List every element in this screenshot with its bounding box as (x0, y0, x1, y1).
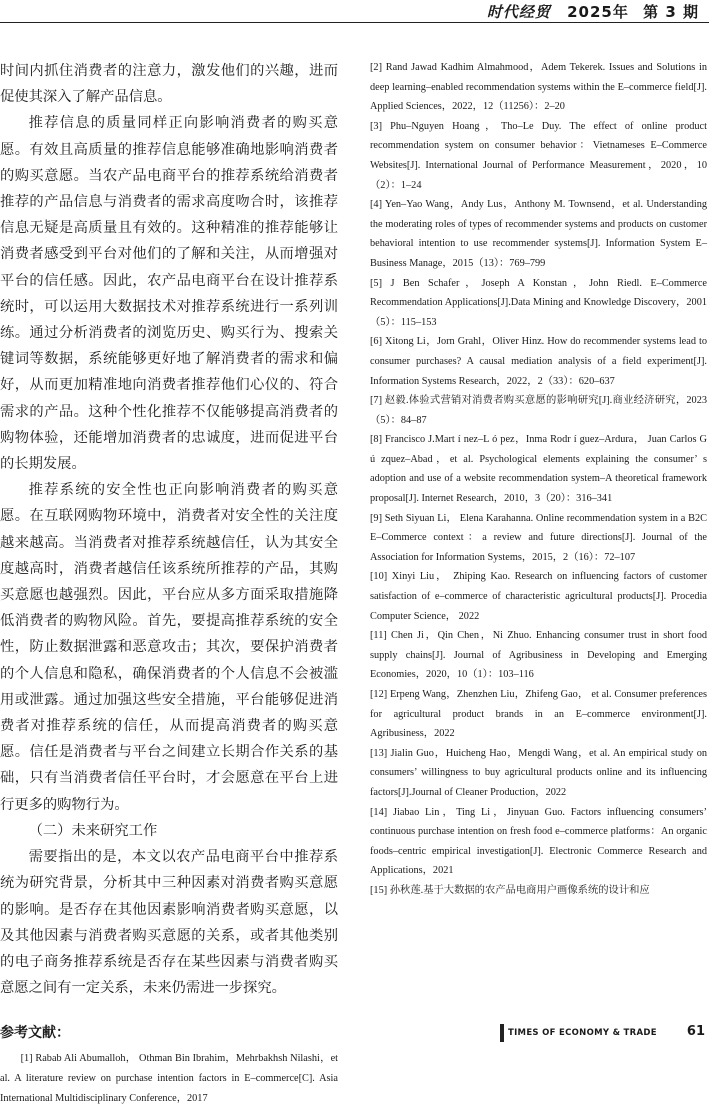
section-heading: （二）未来研究工作 (28, 822, 158, 839)
reference-item: [12] Erpeng Wang，Zhenzhen Liu，Zhifeng Gao， et al. Consumer preferences for agricultural product brands in an E–commerce environment[J]. Agribusiness，2022 (370, 689, 707, 740)
reference-item: [11] Chen Ji，Qin Chen，Ni Zhuo. Enhancing consumer trust in short food supply chains[J]. Journal of Agribusiness in Developing and Emerging Economies，2020，10（1）：103–116 (370, 630, 707, 681)
header-text (487, 1, 699, 22)
reference-item: [4] Yen–Yao Wang，Andy Lus，Anthony M. Townsend，et al. Understanding the moderating roles of types of recommender systems and products on customer behavioral intention to use recommender systems[J]. Information System E–Business Manage，2015（13）：769–799 (370, 199, 707, 269)
body-paragraph: 需要指出的是，本文以农产品电商平台中推荐系统为研究背景，分析其中三种因素对消费者购买意愿的影响。是否存在其他因素影响消费者购买意愿，以及其他因素与消费者购买意愿的关系，或者其他类别的电子商务推荐系统是否存在某些因素与消费者购买意愿之间有一定关系，未来仍需进一步探究。 (0, 849, 338, 997)
reference-item: [15] 孙秋莲.基于大数据的农产品电商用户画像系统的设计和应 (370, 884, 650, 896)
body-paragraph: 推荐信息的质量同样正向影响消费者的购买意愿。有效且高质量的推荐信息能够准确地影响消费者的购买意愿。当农产品电商平台的推荐系统给消费者推荐的产品信息与消费者的需求高度吻合时，该推荐信息无疑是高质量且有效的。这种精准的推荐能够让消费者感受到平台对他们的了解和关注，从而增强对平台的信任感。因此，农产品电商平台在设计推荐系统时，可以运用大数据技术对推荐系统进行一系列训练。通过分析消费者的浏览历史、购买行为、搜索关键词等数据，系统能够更好地了解消费者的需求和偏好，从而更加精准地向消费者推荐他们心仪的、符合需求的产品。这种个性化推荐不仅能够提高消费者的购物体验，还能增加消费者的忠诚度，进而促进平台的长期发展。 (0, 115, 338, 473)
page-number: 61 (686, 1024, 705, 1039)
reference-item: [5] J Ben Schafer，Joseph A Konstan，John Riedl. E–Commerce Recommendation Applications[J].Data Mining and Knowledge Discovery，2001（5）：115–153 (370, 277, 707, 328)
journal-brand: 时代经贸 (486, 3, 551, 21)
references-title: 参考文献： (0, 1025, 70, 1042)
body-paragraph: 推荐系统的安全性也正向影响消费者的购买意愿。在互联网购物环境中，消费者对安全性的关注度越来越高。当消费者对推荐系统越信任，认为其安全度越高时，消费者越信任该系统所推荐的产品，其购买意愿也越强烈。因此，平台应从多方面采取措施降低消费者的购物风险。首先，要提高推荐系统的安全性，防止数据泄露和恶意攻击；其次，要保护消费者的个人信息和隐私，确保消费者的个人信息不会被滥用或泄露。通过加强这些安全措施，平台能够促进消费者对推荐系统的信任，从而提高消费者的购买意愿。信任是消费者与平台之间建立长期合作关系的基础，只有当消费者信任平台时，才会愿意在平台上进行更多的购物行为。 (0, 482, 338, 813)
reference-item: [3] Phu–Nguyen Hoang，Tho–Le Duy. The effect of online product recommendation system on consumer behavior：Vietnameses E–Commerce Websites[J]. International Journal of Performance Measurement，2020，10（2）：1–24 (370, 120, 707, 191)
reference-item: [13] Jialin Guo，Huicheng Hao，Mengdi Wang，et al. An empirical study on consumers’ willingness to buy agricultural products online and its influencing factors[J].Journal of Cleaner Production，2022 (370, 747, 707, 798)
reference-item: [6] Xitong Li，Jorn Grahl，Oliver Hinz. How do recommender systems lead to consumer purchases? A causal mediation analysis of a field experiment[J]. Information Systems Research，2022，2（33）：620–637 (370, 336, 707, 387)
running-header (0, 0, 709, 23)
issue-number: 第 3 期 (643, 3, 699, 21)
footer-accent-bar (500, 1024, 504, 1042)
reference-item: [1] Rabab Ali Abumalloh， Othman Bin Ibrahim，Mehrbakhsh Nilashi，et al. A literature review on purchase intention factors in E–commerce[C]. Asia International Multidisciplinary Conference，2017 (0, 1053, 338, 1104)
footer-journal-name: TIMES OF ECONOMY & TRADE (508, 1028, 657, 1038)
reference-item: [9] Seth Siyuan Li， Elena Karahanna. Online recommendation system in a B2C E–Commerce context：a review and future directions[J]. Journal of the Association for Information Systems，2015，2（16）：72–107 (370, 512, 707, 563)
reference-list-left (0, 1049, 338, 1108)
reference-item: [2] Rand Jawad Kadhim Almahmood，Adem Tekerek. Issues and Solutions in deep learning–enabled recommendation systems within the E–commerce field[J]. Applied Sciences，2022，12（11256）：2–20 (370, 62, 707, 113)
reference-item: [8] Francisco J.Mart í nez–L ó pez，Inma Rodr í guez–Ardura， Juan Carlos G ú zquez–Abad，et al. Psychological elements explaining the consumer’ s adoption and use of a website recommendation system–A theoretical framework proposal[J]. Internet Research，2010，3（20）：316–341 (370, 434, 707, 505)
page-footer (500, 1024, 709, 1042)
reference-item: [10] Xinyi Liu， Zhiping Kao. Research on influencing factors of customer satisfaction of e–commerce of characteristic agricultural products[J]. Procedia Computer Science， 2022 (370, 571, 707, 622)
issue-year: 2025年 (567, 3, 629, 21)
left-column (0, 58, 338, 1108)
body-paragraph: 时间内抓住消费者的注意力，激发他们的兴趣，进而促使其深入了解产品信息。 (0, 63, 338, 106)
reference-item: [14] Jiabao Lin，Ting Li，Jinyuan Guo. Factors influencing consumers’ continuous purchase intention on fresh food e–commerce platforms：An organic foods–centric empirical investigation[J]. Electronic Commerce Research and Applications，2021 (370, 806, 707, 877)
right-column (370, 58, 707, 901)
reference-item: [7] 赵毅.体验式营销对消费者购买意愿的影响研究[J].商业经济研究，2023（5）：84–87 (370, 395, 707, 426)
